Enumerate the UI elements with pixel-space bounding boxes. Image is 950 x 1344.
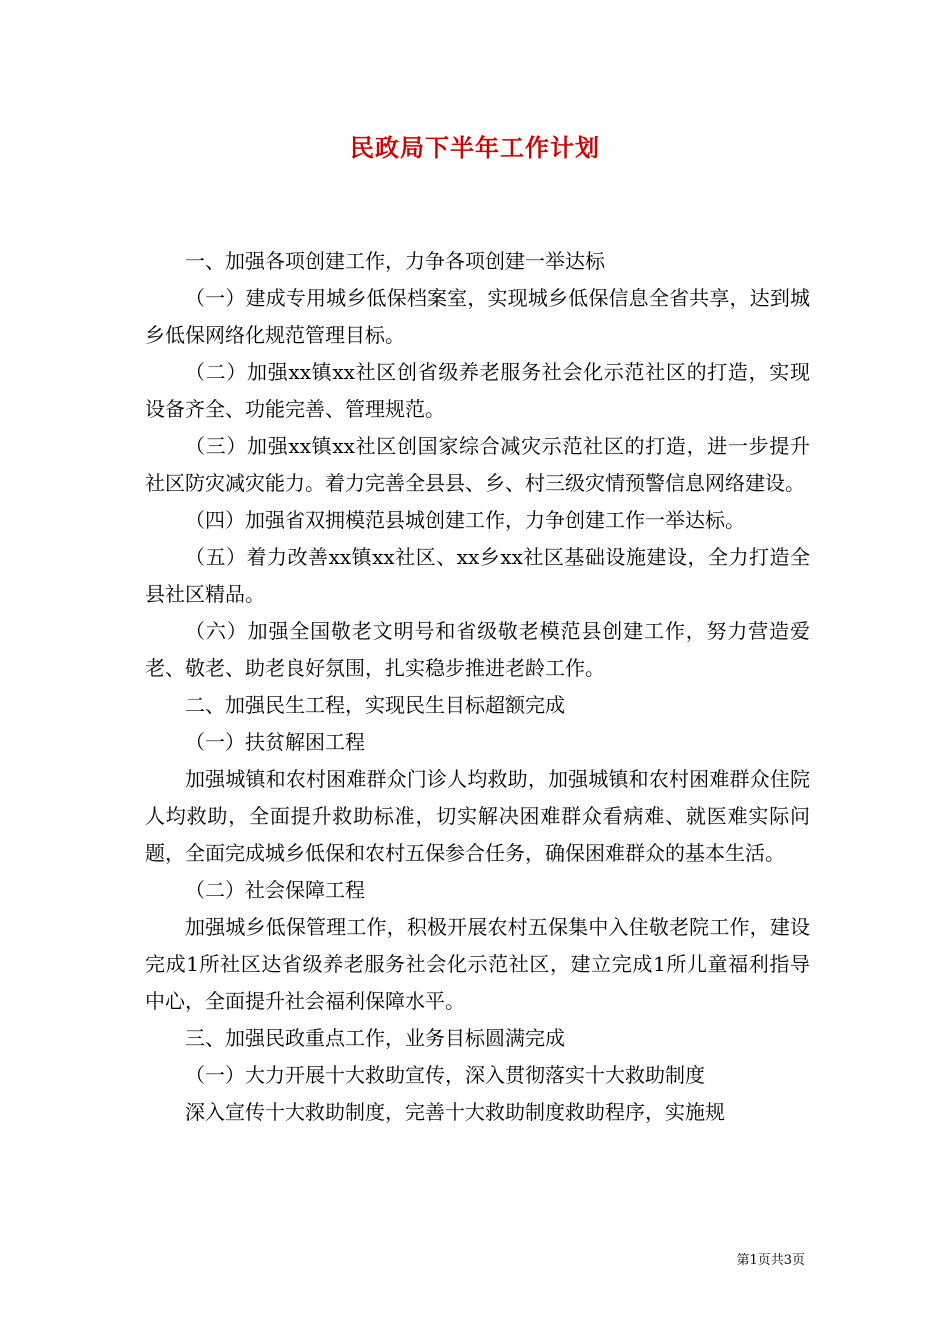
paragraph: （六）加强全国敬老文明号和省级敬老模范县创建工作，努力营造爱老、敬老、助老良好氛围，扎实稳步推进老龄工作。 — [145, 619, 810, 680]
subsection-heading: （二）社会保障工程 — [185, 878, 365, 902]
paragraph: （三）加强xx镇xx社区创国家综合减灾示范社区的打造，进一步提升社区防灾减灾能力。着力完善全县县、乡、村三级灾情预警信息网络建设。 — [145, 434, 810, 495]
paragraph: （四）加强省双拥模范县城创建工作，力争创建工作一举达标。 — [185, 508, 745, 532]
paragraph: 加强城镇和农村困难群众门诊人均救助，加强城镇和农村困难群众住院人均救助，全面提升救助标准，切实解决困难群众看病难、就医难实际问题，全面完成城乡低保和农村五保参合任务，确保困难群众的基本生活。 — [145, 767, 810, 865]
subsection-heading: （一）大力开展十大救助宣传，深入贯彻落实十大救助制度 — [185, 1063, 705, 1087]
document-body — [145, 243, 810, 1131]
section-heading: 三、加强民政重点工作，业务目标圆满完成 — [185, 1026, 565, 1050]
section-heading: 二、加强民生工程，实现民生目标超额完成 — [185, 693, 565, 717]
paragraph: （五）着力改善xx镇xx社区、xx乡xx社区基础设施建设，全力打造全县社区精品。 — [145, 545, 810, 606]
paragraph: 一、加强各项创建工作，力争各项创建一举达标 — [185, 249, 605, 273]
subsection-heading: （一）扶贫解困工程 — [185, 730, 365, 754]
paragraph: （二）加强xx镇xx社区创省级养老服务社会化示范社区的打造，实现设备齐全、功能完善、管理规范。 — [145, 360, 810, 421]
paragraph: 加强城乡低保管理工作，积极开展农村五保集中入住敬老院工作，建设完成1所社区达省级养老服务社会化示范社区，建立完成1所儿童福利指导中心，全面提升社会福利保障水平。 — [145, 915, 810, 1013]
document-title: 民政局下半年工作计划 — [350, 134, 600, 162]
paragraph: 深入宣传十大救助制度，完善十大救助制度救助程序，实施规 — [185, 1100, 725, 1124]
page-number: 第1页共3页 — [736, 1253, 805, 1268]
paragraph: （一）建成专用城乡低保档案室，实现城乡低保信息全省共享，达到城乡低保网络化规范管理目标。 — [145, 286, 810, 347]
